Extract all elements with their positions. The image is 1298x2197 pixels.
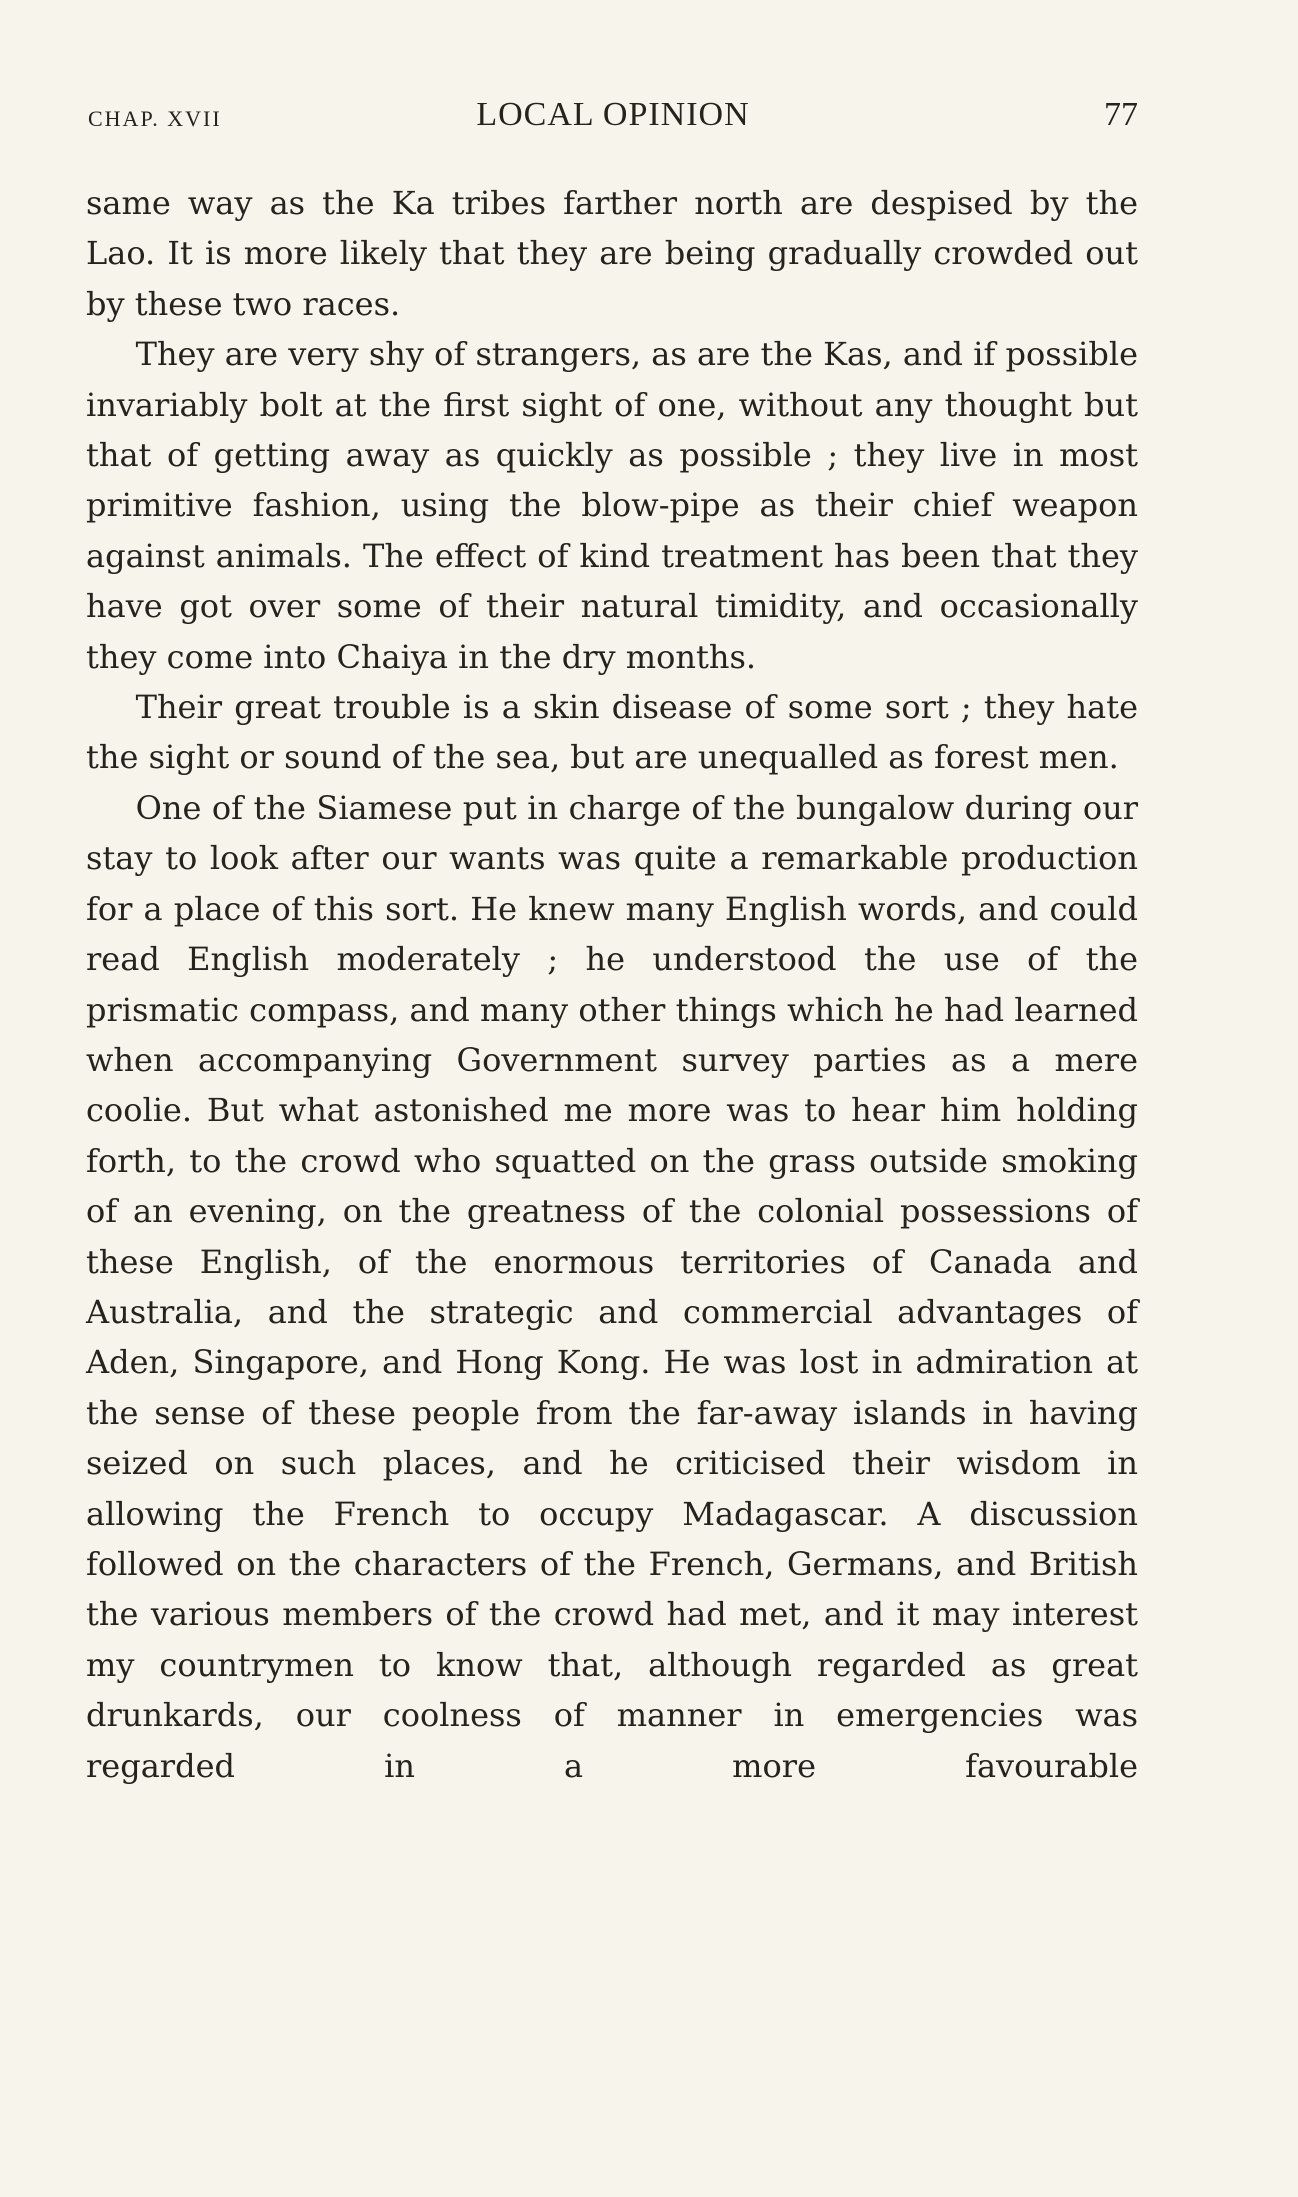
running-head — [88, 96, 1138, 140]
paragraph: One of the Siamese put in charge of the bungalow during our stay to look after our wants was quite a remarkable production for a place of this sort. He knew many English words, and could read English moderately ; he understood the use of the prismatic compass, and many other things which he had learned when accompanying Government survey parties as a mere coolie. But what astonished me more was to hear him holding forth, to the crowd who squatted on the grass outside smoking of an evening, on the greatness of the colonial possessions of these English, of the enormous territories of Canada and Australia, and the strategic and commercial advantages of Aden, Singapore, and Hong Kong. He was lost in admiration at the sense of these people from the far-away islands in having seized on such places, and he criticised their wisdom in allowing the French to occupy Madagascar. A discussion followed on the characters of the French, Germans, and British the various members of the crowd had met, and it may interest my countrymen to know that, although regarded as great drunkards, our coolness of manner in emergencies was regarded in a more favourable — [86, 788, 1138, 1785]
chapter-label: CHAP. XVII — [88, 106, 222, 131]
running-title: LOCAL OPINION — [476, 96, 750, 133]
body-text — [86, 178, 1138, 1791]
paragraph: same way as the Ka tribes farther north are despised by the Lao. It is more likely that they are being gradually crowded out by these two races. — [86, 184, 1138, 323]
paragraph: Their great trouble is a skin disease of some sort ; they hate the sight or sound of the sea, but are unequalled as forest men. — [86, 688, 1138, 777]
page-number: 77 — [1104, 96, 1138, 133]
paragraph: They are very shy of strangers, as are the Kas, and if possible invariably bolt at the first sight of one, without any thought but that of getting away as quickly as possible ; they live in most primitive fashion, using the blow-pipe as their chief weapon against animals. The effect of kind treatment has been that they have got over some of their natural timidity, and occasionally they come into Chaiya in the dry months. — [86, 335, 1138, 676]
